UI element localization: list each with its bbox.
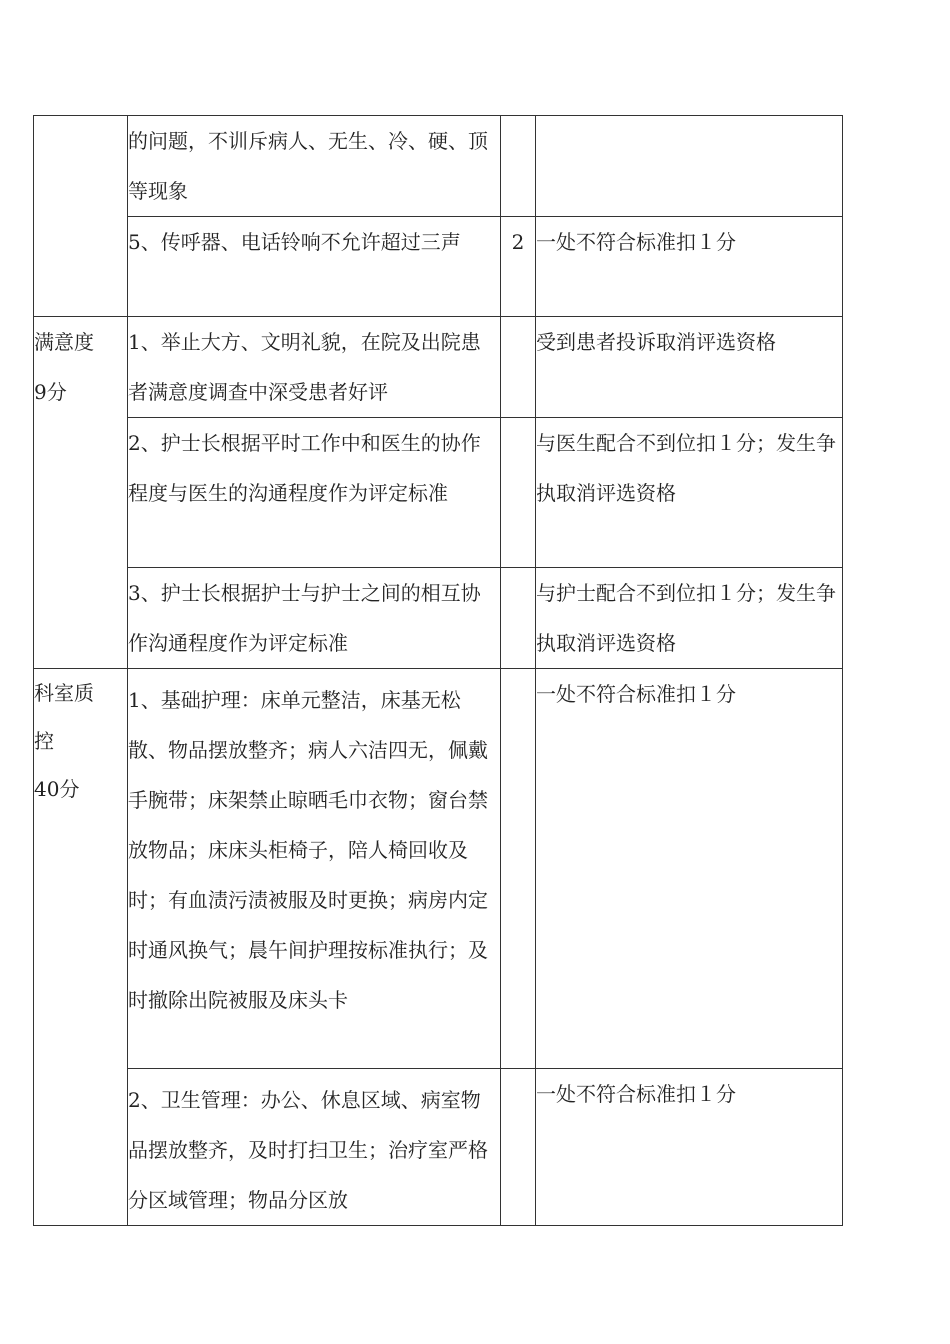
requirement-text: 的问题，不训斥病人、无生、冷、硬、顶等现象	[128, 129, 488, 203]
deduction-cell	[536, 418, 843, 568]
table-row	[34, 669, 843, 1069]
deduction-cell	[536, 669, 843, 1069]
score-cell	[501, 568, 536, 669]
requirement-cell	[128, 317, 501, 418]
deduction-text: 一处不符合标准扣１分	[536, 230, 736, 254]
table-row	[34, 1069, 843, 1226]
score-cell	[501, 116, 536, 217]
deduction-cell	[536, 317, 843, 418]
requirement-text: 2、护士长根据平时工作中和医生的协作程度与医生的沟通程度作为评定标准	[128, 431, 481, 505]
category-label-cont: 控	[34, 729, 54, 753]
table-row	[34, 317, 843, 418]
deduction-cell	[536, 116, 843, 217]
deduction-text: 与护士配合不到位扣１分；发生争执取消评选资格	[536, 581, 836, 655]
category-score: 9分	[34, 380, 67, 404]
category-cell-empty	[34, 116, 128, 317]
category-cell-satisfaction	[34, 317, 128, 669]
requirement-cell	[128, 116, 501, 217]
score-cell	[501, 669, 536, 1069]
requirement-text: 2、卫生管理：办公、休息区域、病室物品摆放整齐，及时打扫卫生；治疗室严格分区域管理；物品分区放	[128, 1088, 488, 1212]
deduction-text: 一处不符合标准扣１分	[536, 1082, 736, 1106]
requirement-text: 1、举止大方、文明礼貌，在院及出院患者满意度调查中深受患者好评	[128, 330, 481, 404]
requirement-text: 1、基础护理：床单元整洁，床基无松散、物品摆放整齐；病人六洁四无，佩戴手腕带；床架禁止晾晒毛巾衣物；窗台禁放物品；床床头柜椅子，陪人椅回收及时；有血渍污渍被服及时更换；病房内定时通风换气；晨午间护理按标准执行；及时撤除出院被服及床头卡	[128, 688, 488, 1012]
deduction-cell	[536, 568, 843, 669]
table-row	[34, 568, 843, 669]
requirement-text: 3、护士长根据护士与护士之间的相互协作沟通程度作为评定标准	[128, 581, 481, 655]
requirement-cell	[128, 418, 501, 568]
table-row	[34, 116, 843, 217]
score-cell	[501, 217, 536, 317]
score-cell	[501, 317, 536, 418]
evaluation-table	[33, 115, 843, 1226]
requirement-text: 5、传呼器、电话铃响不允许超过三声	[128, 230, 461, 254]
requirement-cell	[128, 568, 501, 669]
category-cell-quality-control	[34, 669, 128, 1226]
requirement-cell	[128, 1069, 501, 1226]
score-text: 2	[511, 230, 525, 254]
table-row	[34, 217, 843, 317]
requirement-cell	[128, 217, 501, 317]
score-cell	[501, 418, 536, 568]
score-cell	[501, 1069, 536, 1226]
deduction-text: 受到患者投诉取消评选资格	[536, 330, 776, 354]
category-label: 科室质	[34, 681, 94, 705]
requirement-cell	[128, 669, 501, 1069]
category-score: 40分	[34, 777, 80, 801]
deduction-text: 与医生配合不到位扣１分；发生争执取消评选资格	[536, 431, 836, 505]
category-label: 满意度	[34, 330, 94, 354]
deduction-text: 一处不符合标准扣１分	[536, 682, 736, 706]
deduction-cell	[536, 217, 843, 317]
table-row	[34, 418, 843, 568]
deduction-cell	[536, 1069, 843, 1226]
